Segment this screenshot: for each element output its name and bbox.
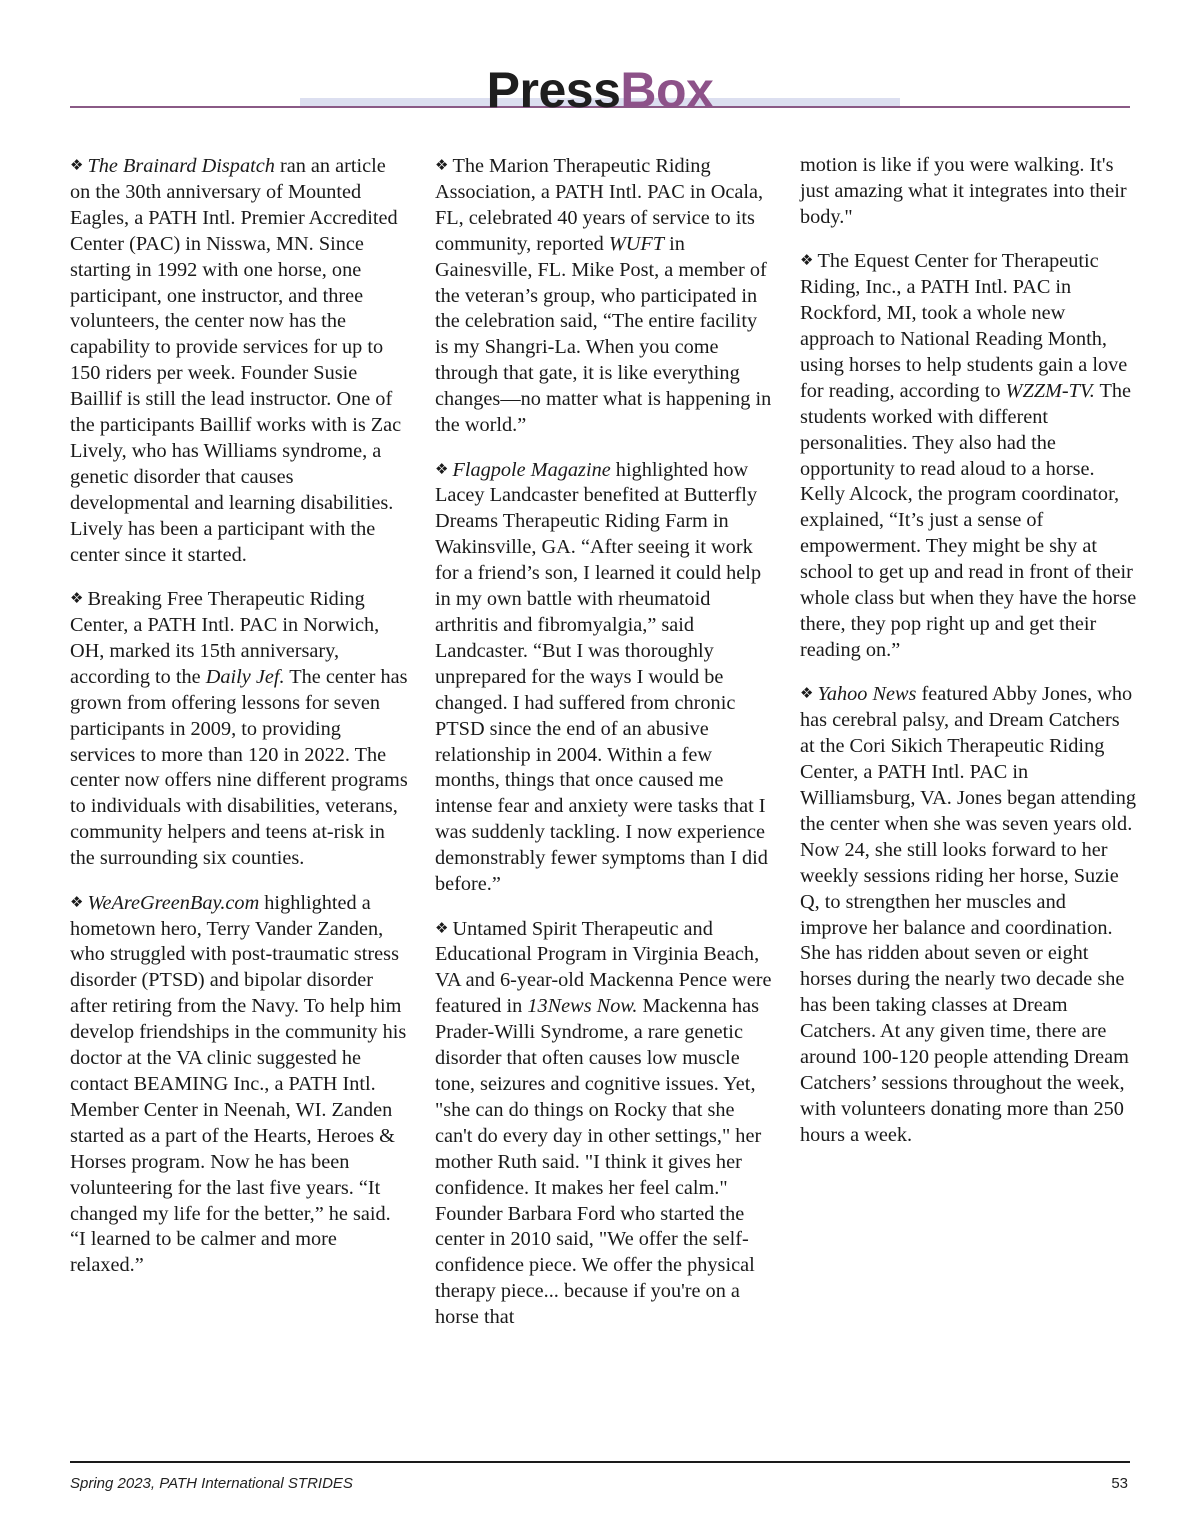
news-item — [70, 586, 408, 872]
news-text: ran an article on the 30th anniversary of Mounted Eagles, a PATH Intl. Premier Accredited Center (PAC) in Nisswa, MN. Since starting in 1992 with one horse, one participant, one instructor, and three volunteers, the center now has the capability to provide services for up to 150 riders per week. Founder Susie Baillif is still the lead instructor. One of the participants Baillif works with is Zac Lively, who has Williams syndrome, a genetic disorder that causes developmental and learning disabilities. Lively has been a participant with the center since it started. — [70, 155, 402, 566]
news-text-intro: The Equest Center for Therapeutic Riding, Inc., a PATH Intl. PAC in Rockford, MI, took a whole new approach to National Reading Month, using horses to help students gain a love for reading, according to — [800, 250, 1128, 402]
news-item — [70, 890, 408, 1280]
bullet-icon: ❖ — [435, 918, 449, 937]
news-text: Mackenna has Prader-Willi Syndrome, a rare genetic disorder that often causes low muscle tone, seizures and cognitive issues. Yet, "she can do things on Rocky that she can't do every day in other settings," her mother Ruth said. "I think it gives her confidence. It makes her feel calm." Founder Barbara Ford who started the center in 2010 said, "We offer the self-confidence piece. We offer the physical therapy piece... because if you're on a horse that — [435, 995, 762, 1329]
bullet-icon: ❖ — [70, 589, 84, 608]
news-source: WZZM-TV. — [1005, 379, 1095, 402]
footer-rule — [70, 1461, 1130, 1463]
bullet-icon: ❖ — [70, 156, 84, 174]
bullet-icon: ❖ — [435, 156, 449, 174]
news-source: WeAreGreenBay.com — [87, 891, 260, 914]
news-source: 13News Now. — [527, 995, 638, 1018]
news-item — [435, 916, 775, 1332]
news-item — [800, 681, 1138, 1148]
section-masthead — [0, 62, 1200, 118]
news-item — [800, 248, 1138, 664]
news-text: featured Abby Jones, who has cerebral palsy, and Dream Catchers at the Cori Sikich Therapeutic Riding Center, a PATH Intl. PAC in Williamsburg, VA. Jones began attending the center when she was seven years old. Now 24, she still looks forward to her weekly sessions riding her horse, Suzie Q, to strengthen her muscles and improve her balance and coordination. She has ridden about seven or eight horses during the nearly two decade she has been taking classes at Dream Catchers. At any given time, there are around 100-120 people attending Dream Catchers’ sessions throughout the week, with volunteers donating more than 250 hours a week. — [800, 683, 1137, 1146]
news-source: Yahoo News — [817, 683, 917, 706]
masthead-press: Press — [486, 62, 621, 118]
bullet-icon: ❖ — [70, 892, 84, 911]
news-text-intro: The Marion Therapeutic Riding Association, a PATH Intl. PAC in Ocala, FL, celebrated 40 years of service to its community, reported — [435, 155, 764, 255]
column-3 — [800, 153, 1138, 1166]
news-source: WUFT — [608, 232, 665, 255]
news-item — [435, 457, 775, 898]
column-2 — [435, 153, 775, 1349]
news-text-intro: Breaking Free Therapeutic Riding Center, a PATH Intl. PAC in Norwich, OH, marked its 15th anniversary, according to the — [70, 588, 380, 688]
bullet-icon: ❖ — [435, 459, 449, 478]
news-text: The students worked with different personalities. They also had the opportunity to read aloud to a horse. Kelly Alcock, the program coordinator, explained, “It’s just a sense of empowerment. They might be shy at school to get up and read in front of their whole class but when they have the horse there, they pop right up and get their reading on.” — [800, 379, 1137, 661]
news-source: Flagpole Magazine — [452, 458, 611, 481]
news-text: The center has grown from offering lessons for seven participants in 2009, to providing services to more than 120 in 2022. The center now offers nine different programs to individuals with disabilities, veterans, community helpers and teens at-risk in the surrounding six counties. — [70, 665, 408, 870]
news-text-intro: Untamed Spirit Therapeutic and Educational Program in Virginia Beach, VA and 6-year-old Mackenna Pence were featured in — [435, 917, 772, 1018]
column-1 — [70, 153, 408, 1297]
news-item — [70, 153, 408, 569]
news-text: highlighted how Lacey Landcaster benefited at Butterfly Dreams Therapeutic Riding Farm in Wakinsville, GA. “After seeing it work for a friend’s son, I learned it could help in my own battle with rheumatoid arthritis and fibromyalgia,” said Landcaster. “But I was thoroughly unprepared for the ways I would be changed. I had suffered from chronic PTSD since the end of an abusive relationship in 2004. Within a few months, things that once caused me intense fear and anxiety were tasks that I was suddenly tackling. I now experience demonstrably fewer symptoms than I did before.” — [435, 458, 768, 896]
masthead-box: Box — [620, 62, 714, 118]
bullet-icon: ❖ — [800, 684, 814, 703]
news-item — [435, 153, 775, 439]
news-text: in Gainesville, FL. Mike Post, a member of the veteran’s group, who participated in the celebration said, “The entire facility is my Shangri-La. When you come through that gate, it is like everything changes—no matter what is happening in the world.” — [435, 232, 772, 437]
news-source: The Brainard Dispatch — [87, 155, 275, 177]
news-source: Daily Jef. — [205, 665, 285, 688]
footer-publication: Spring 2023, PATH International STRIDES — [70, 1475, 353, 1492]
news-continuation: motion is like if you were walking. It's just amazing what it integrates into their body." — [800, 154, 1127, 228]
news-text: highlighted a hometown hero, Terry Vander Zanden, who struggled with post-traumatic stress disorder (PTSD) and bipolar disorder after retiring from the Navy. To help him develop friendships in the community his doctor at the VA clinic suggested he contact BEAMING Inc., a PATH Intl. Member Center in Neenah, WI. Zanden started as a part of the Hearts, Heroes & Horses program. Now he has been volunteering for the last five years. “It changed my life for the better,” he said. “I learned to be calmer and more relaxed.” — [70, 891, 407, 1277]
bullet-icon: ❖ — [800, 251, 814, 270]
page-header — [0, 0, 1200, 120]
page-number: 53 — [1111, 1475, 1128, 1492]
